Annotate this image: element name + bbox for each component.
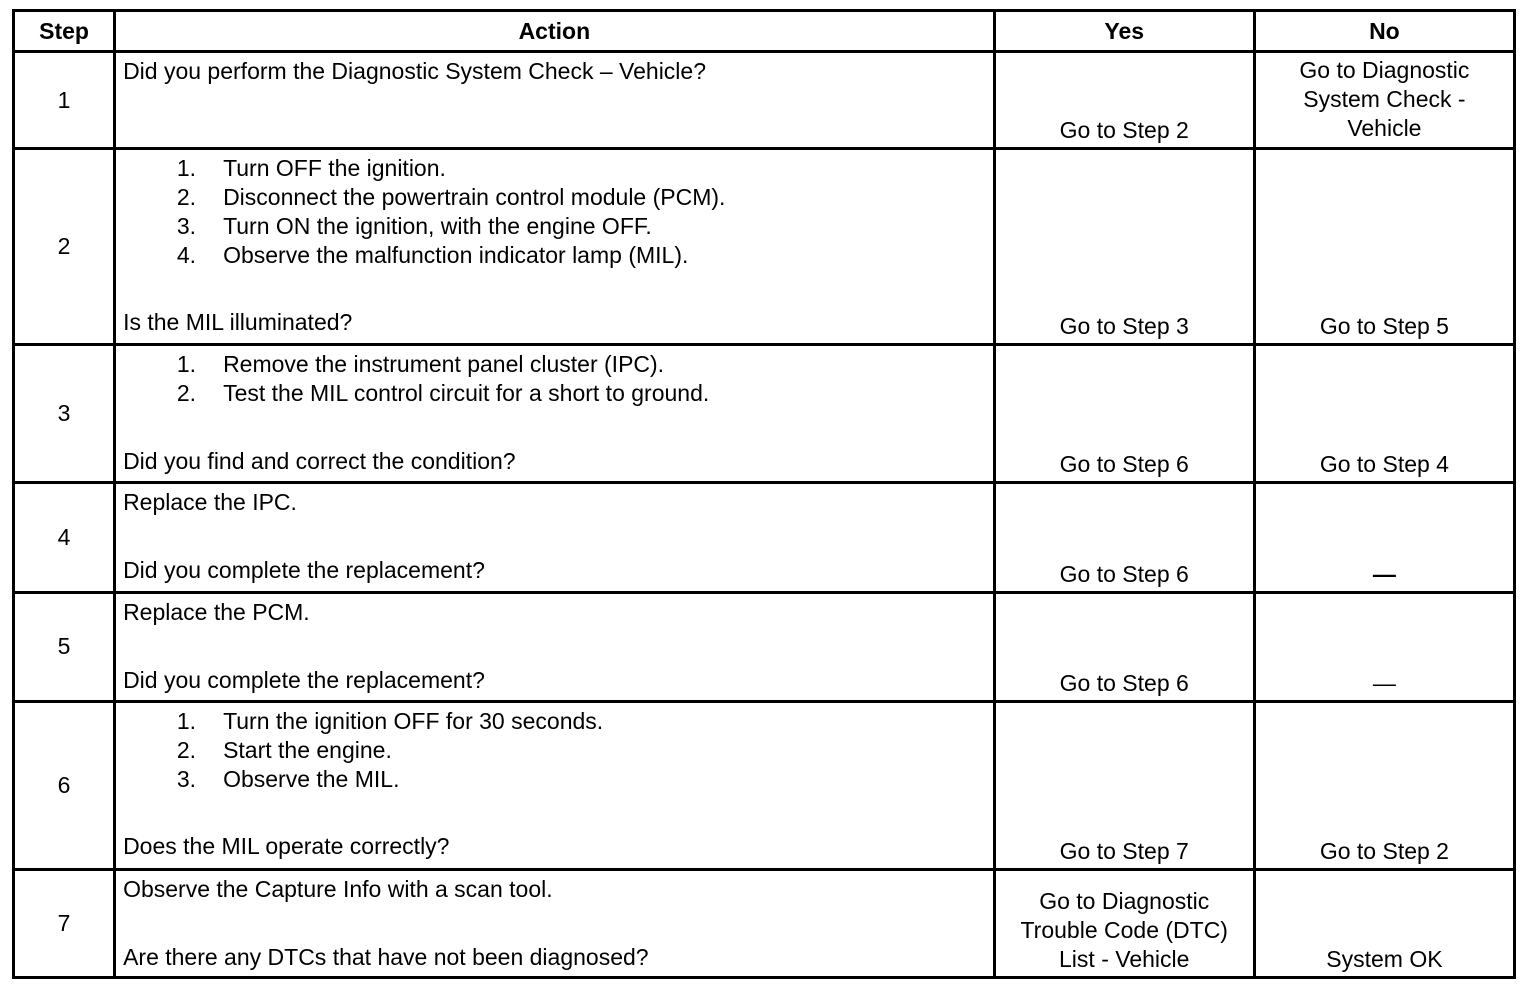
no-cell: — (1254, 592, 1514, 701)
no-cell: System OK (1254, 869, 1514, 977)
list-number: 4. (176, 242, 197, 269)
action-question: Did you find and correct the condition? (123, 447, 516, 474)
action-list (123, 154, 987, 270)
no-cell (1254, 52, 1514, 149)
action-intro: Replace the IPC. (123, 489, 297, 516)
step-number: 5 (14, 592, 115, 701)
yes-cell: Go to Step 6 (994, 592, 1254, 701)
list-item (123, 707, 987, 736)
no-cell: Go to Step 4 (1254, 344, 1514, 482)
table-row (14, 52, 1515, 149)
action-question: Is the MIL illuminated? (123, 309, 353, 336)
table-row (14, 702, 1515, 870)
list-item (123, 736, 987, 765)
step-number: 6 (14, 702, 115, 870)
action-intro: Observe the Capture Info with a scan tool. (123, 875, 553, 902)
list-text: Turn OFF the ignition. (223, 155, 446, 182)
table-row (14, 592, 1515, 701)
list-number: 2. (176, 379, 197, 406)
header-step: Step (14, 11, 115, 52)
table-row (14, 869, 1515, 977)
list-item (123, 379, 987, 408)
action-list (123, 350, 987, 408)
list-text: Start the engine. (223, 737, 392, 764)
action-question: Are there any DTCs that have not been diagnosed? (123, 943, 649, 970)
list-number: 1. (176, 155, 197, 182)
list-item (123, 183, 987, 212)
diagnostic-table (12, 9, 1516, 979)
no-cell: Go to Step 5 (1254, 149, 1514, 345)
list-number: 1. (176, 350, 197, 377)
table-row (14, 483, 1515, 592)
header-no: No (1254, 11, 1514, 52)
yes-cell: Go to Step 3 (994, 149, 1254, 345)
header-yes: Yes (994, 11, 1254, 52)
action-intro: Did you perform the Diagnostic System Check – Vehicle? (123, 58, 707, 84)
list-item (123, 765, 987, 794)
no-line: System Check - (1303, 85, 1466, 112)
action-question: Did you complete the replacement? (123, 666, 485, 693)
list-number: 2. (176, 184, 197, 211)
action-question: Does the MIL operate correctly? (123, 833, 450, 860)
table-row (14, 149, 1515, 345)
yes-cell: Go to Step 6 (994, 344, 1254, 482)
no-cell: Go to Step 2 (1254, 702, 1514, 870)
yes-cell: Go to Step 7 (994, 702, 1254, 870)
list-number: 2. (176, 737, 197, 764)
list-number: 3. (176, 766, 197, 793)
no-line: Go to Diagnostic (1299, 56, 1470, 83)
step-number: 3 (14, 344, 115, 482)
list-text: Disconnect the powertrain control module (PCM). (223, 184, 726, 211)
table-row (14, 344, 1515, 482)
list-number: 3. (176, 213, 197, 240)
list-text: Observe the MIL. (223, 766, 400, 793)
yes-line: List - Vehicle (1059, 946, 1190, 972)
list-item (123, 154, 987, 183)
action-question: Did you complete the replacement? (123, 557, 485, 584)
action-cell (115, 869, 995, 977)
yes-cell (994, 869, 1254, 977)
action-cell (115, 149, 995, 345)
step-number: 1 (14, 52, 115, 149)
yes-cell: Go to Step 6 (994, 483, 1254, 592)
list-text: Remove the instrument panel cluster (IPC). (223, 350, 665, 377)
step-number: 7 (14, 869, 115, 977)
no-cell: — (1254, 483, 1514, 592)
no-line: Vehicle (1347, 114, 1422, 141)
header-action: Action (115, 11, 995, 52)
yes-line: Trouble Code (DTC) (1020, 917, 1228, 943)
yes-line: Go to Diagnostic (1039, 888, 1210, 914)
action-list (123, 707, 987, 794)
list-item (123, 212, 987, 241)
yes-cell: Go to Step 2 (994, 52, 1254, 149)
list-text: Turn the ignition OFF for 30 seconds. (223, 708, 604, 735)
list-text: Turn ON the ignition, with the engine OFF. (223, 213, 652, 240)
action-cell (115, 344, 995, 482)
list-text: Test the MIL control circuit for a short to ground. (223, 379, 710, 406)
action-cell (115, 702, 995, 870)
action-intro: Replace the PCM. (123, 598, 310, 625)
list-number: 1. (176, 708, 197, 735)
list-item (123, 350, 987, 379)
list-item (123, 241, 987, 270)
step-number: 4 (14, 483, 115, 592)
list-text: Observe the malfunction indicator lamp (MIL). (223, 242, 689, 269)
action-cell (115, 592, 995, 701)
step-number: 2 (14, 149, 115, 345)
header-row (14, 11, 1515, 52)
action-cell (115, 52, 995, 149)
action-cell (115, 483, 995, 592)
